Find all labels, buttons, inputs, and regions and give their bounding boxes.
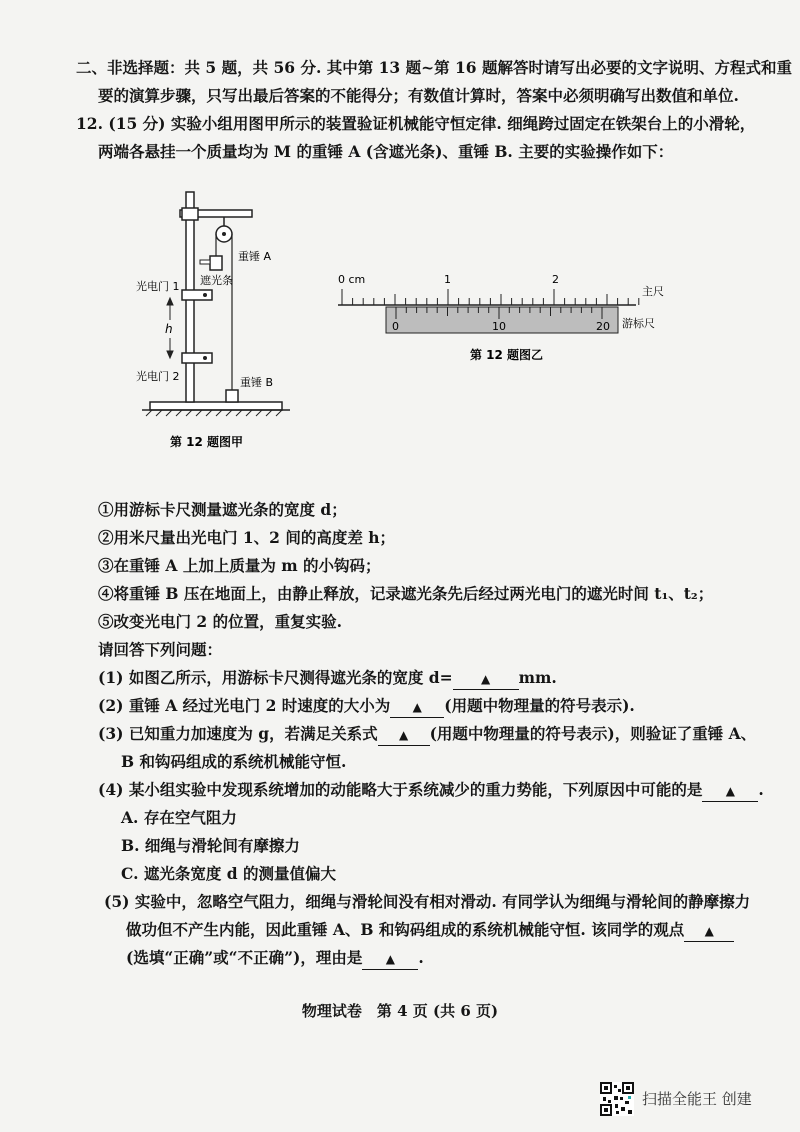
- q3-text-before: (3) 已知重力加速度为 g，若满足关系式: [98, 724, 378, 743]
- question-5-line3: [126, 948, 424, 970]
- option-c: C. 遮光条宽度 d 的测量值偏大: [121, 864, 336, 883]
- q3-blank-mark: ▲: [398, 728, 409, 742]
- vernier-label-20: 20: [596, 320, 610, 333]
- vernier-label-0: 0: [392, 320, 399, 333]
- question-5-line1: (5) 实验中，忽略空气阻力，细绳与滑轮间没有相对滑动. 有同学认为细绳与滑轮间的静摩擦力: [104, 892, 751, 911]
- main-scale-label-2: 2: [552, 273, 559, 286]
- step-1: ①用游标卡尺测量遮光条的宽度 d；: [98, 500, 347, 519]
- step-5: ⑤改变光电门 2 的位置，重复实验.: [98, 612, 342, 631]
- q5-reason-blank[interactable]: [362, 948, 418, 970]
- answer-prompt: 请回答下列问题：: [98, 640, 223, 659]
- weight-a: [200, 256, 222, 270]
- question-5-line2: [126, 920, 734, 942]
- main-scale-label-1: 1: [444, 273, 451, 286]
- figure-yi: [330, 265, 690, 365]
- q4-text-before: (4) 某小组实验中发现系统增加的动能略大于系统减少的重力势能，下列原因中可能的是: [98, 780, 703, 799]
- caption-figure-yi: 第 12 题图乙: [470, 348, 544, 362]
- label-gate-2: 光电门 2: [136, 370, 180, 383]
- question-4: [98, 780, 764, 802]
- scanner-watermark: 扫描全能王 创建: [642, 1090, 752, 1108]
- label-weight-a: 重锤 A: [238, 250, 272, 263]
- caption-figure-jia: 第 12 题图甲: [170, 435, 244, 449]
- q1-text-before: (1) 如图乙所示，用游标卡尺测得遮光条的宽度 d=: [98, 668, 453, 687]
- q1-blank-mark: ▲: [480, 672, 491, 686]
- label-weight-b: 重锤 B: [240, 376, 274, 389]
- q2-text-before: (2) 重锤 A 经过光电门 2 时速度的大小为: [98, 696, 391, 715]
- vernier-scale-name: 游标尺: [622, 317, 655, 330]
- question-3: [98, 724, 756, 746]
- question-number: 12.: [76, 114, 103, 133]
- main-scale-label-0: 0 cm: [338, 273, 366, 286]
- option-b: B. 细绳与滑轮间有摩擦力: [121, 836, 300, 855]
- weight-b: [226, 390, 238, 402]
- question-intro-line1: [76, 114, 755, 134]
- q4-answer-blank[interactable]: [702, 780, 758, 802]
- q5-line3-text: (选填“正确”或“不正确”)，理由是: [126, 948, 363, 967]
- photo-gate-2: [182, 353, 212, 363]
- q5-line3-end: .: [418, 948, 424, 967]
- q5-opinion-blank[interactable]: [684, 920, 734, 942]
- pulley: [216, 217, 232, 242]
- step-2: ②用米尺量出光电门 1、2 间的高度差 h；: [98, 528, 396, 547]
- q2-text-after: (用题中物理量的符号表示).: [444, 696, 635, 715]
- option-a: A. 存在空气阻力: [121, 808, 237, 827]
- page-footer: 物理试卷 第 4 页 (共 6 页): [301, 1002, 499, 1020]
- question-1: [98, 668, 557, 690]
- figure-jia: [130, 180, 310, 470]
- photo-gate-1: [182, 290, 212, 300]
- step-4: ④将重锤 B 压在地面上，由静止释放，记录遮光条先后经过两光电门的遮光时间 t₁、t₂；: [98, 584, 714, 603]
- question-intro-line2: 两端各悬挂一个质量均为 M 的重锤 A (含遮光条)、重锤 B. 主要的实验操作如下：: [98, 142, 674, 161]
- q2-answer-blank[interactable]: [390, 696, 444, 718]
- label-h: h: [165, 322, 173, 336]
- q2-blank-mark: ▲: [412, 700, 422, 714]
- label-gate-1: 光电门 1: [136, 280, 180, 293]
- q4-text-after: .: [758, 780, 764, 799]
- main-scale-name: 主尺: [642, 285, 664, 298]
- vernier-label-10: 10: [492, 320, 506, 333]
- question-intro-text: (15 分) 实验小组用图甲所示的装置验证机械能守恒定律. 细绳跨过固定在铁架台上的小滑轮，: [108, 114, 756, 133]
- label-shading-strip: 遮光条: [200, 274, 233, 287]
- qr-code-icon: [600, 1082, 634, 1116]
- q5-reason-blank-mark: ▲: [385, 952, 395, 966]
- q1-answer-blank[interactable]: [453, 668, 519, 690]
- q1-text-after: mm.: [518, 668, 557, 687]
- step-3: ③在重锤 A 上加上质量为 m 的小钩码；: [98, 556, 381, 575]
- main-scale-ticks: [342, 289, 639, 305]
- ground-base: [142, 402, 290, 416]
- q5-line2-text: 做功但不产生内能，因此重锤 A、B 和钩码组成的系统机械能守恒. 该同学的观点: [126, 920, 685, 939]
- section-header-line2: 要的演算步骤，只写出最后答案的不能得分；有数值计算时，答案中必须明确写出数值和单位.: [98, 86, 739, 105]
- q3-answer-blank[interactable]: [378, 724, 430, 746]
- q4-blank-mark: ▲: [725, 784, 735, 798]
- question-3-line2: B 和钩码组成的系统机械能守恒.: [121, 752, 347, 771]
- q5-opinion-blank-mark: ▲: [704, 924, 714, 938]
- question-2: [98, 696, 635, 718]
- q3-text-after: (用题中物理量的符号表示)，则验证了重锤 A、: [429, 724, 757, 743]
- section-header-line1: 二、非选择题：共 5 题，共 56 分. 其中第 13 题~第 16 题解答时请写出必要的文字说明、方程式和重: [76, 58, 792, 77]
